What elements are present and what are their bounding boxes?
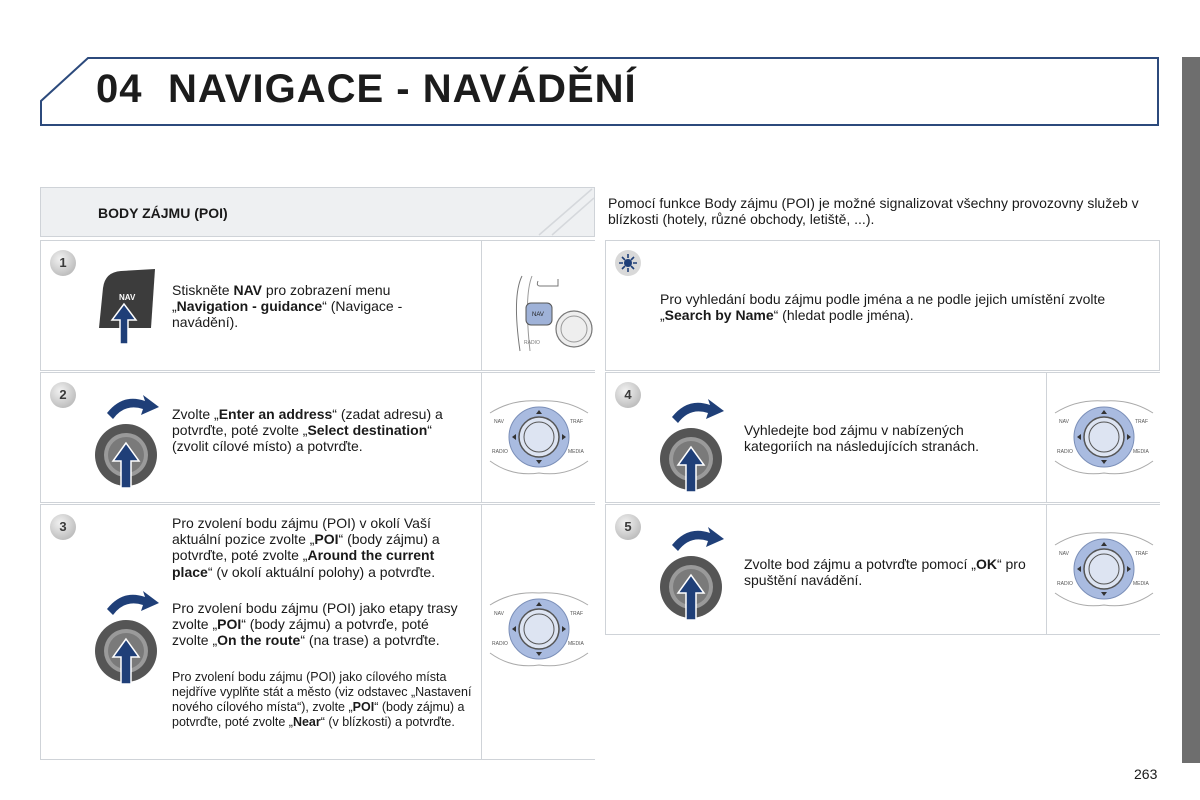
svg-text:NAV: NAV (494, 611, 504, 617)
svg-text:NAV: NAV (1059, 419, 1069, 425)
svg-text:RADIO: RADIO (492, 449, 508, 455)
chapter-title: NAVIGACE - NAVÁDĚNÍ (168, 67, 637, 111)
step-1 (40, 240, 595, 371)
intro-text: Pomocí funkce Body zájmu (POI) je možné signalizovat všechny provozovny služeb v blízkosti (hotely, různé obchody, letiště, ...). (608, 195, 1139, 227)
step-3 (40, 504, 595, 760)
svg-text:MEDIA: MEDIA (1133, 449, 1149, 455)
svg-text:RADIO: RADIO (1057, 581, 1073, 587)
nav-button-press-icon (91, 266, 161, 348)
section-header (40, 187, 595, 237)
console-diagram-cell (1046, 505, 1161, 634)
console-diagram-cell (1046, 373, 1161, 502)
intro-box (596, 187, 1160, 237)
svg-text:NAV: NAV (494, 419, 504, 425)
rotate-press-knob-icon (93, 389, 163, 491)
side-tab (1182, 57, 1200, 763)
step-4 (605, 372, 1160, 503)
step-number: 4 (615, 382, 641, 408)
step-3-text-route: Pro zvolení bodu zájmu (POI) jako etapy trasy zvolte „POI“ (body zájmu) a potvrďe, poté zvolte „On the route“ (na trase) a potvrďte. (172, 600, 458, 649)
step-number: 3 (50, 514, 76, 540)
step-2 (40, 372, 595, 503)
step-1-text: Stiskněte NAV pro zobrazení menu „Navigation - guidance“ (Navigace - navádění). (172, 282, 403, 331)
step-number: 5 (615, 514, 641, 540)
rotate-press-knob-icon (93, 585, 163, 687)
step-4-text: Vyhledejte bod zájmu v nabízených kategoriích na následujících stranách. (744, 422, 980, 455)
svg-text:NAV: NAV (532, 312, 544, 318)
console-diagram (482, 241, 596, 370)
tip-box (605, 240, 1160, 371)
console-diagram (1047, 505, 1161, 634)
svg-text:TRAF: TRAF (570, 419, 584, 425)
nav-label: NAV (119, 293, 136, 302)
page-number: 263 (1134, 766, 1158, 782)
console-diagram-cell (481, 505, 596, 759)
section-decoration (534, 188, 594, 236)
svg-text:MEDIA: MEDIA (1133, 581, 1149, 587)
svg-text:TRAF: TRAF (1135, 551, 1149, 557)
step-3-text-around: Pro zvolení bodu zájmu (POI) v okolí Vaší aktuální pozice zvolte „POI“ (body zájmu) a potvrďte, poté zvolte „Around the current place“ (v okolí aktuální polohy) a potvrďte. (172, 515, 440, 580)
step-number: 2 (50, 382, 76, 408)
svg-text:MEDIA: MEDIA (568, 449, 584, 455)
svg-text:TRAF: TRAF (1135, 419, 1149, 425)
svg-text:NAV: NAV (1059, 551, 1069, 557)
tip-text: Pro vyhledání bodu zájmu podle jména a ne podle jejich umístění zvolte „Search by Name“ (hledat podle jména). (660, 291, 1106, 324)
nav-console-diagram (481, 241, 596, 370)
step-2-text: Zvolte „Enter an address“ (zadat adresu) a potvrďte, poté zvolte „Select destination“ (zvolit cílové místo) a potvrďte. (172, 406, 443, 455)
step-5-text: Zvolte bod zájmu a potvrďte pomocí „OK“ pro spuštění navádění. (744, 556, 1026, 589)
svg-text:TRAF: TRAF (570, 611, 584, 617)
console-diagram (482, 373, 596, 502)
step-3-text-near: Pro zvolení bodu zájmu (POI) jako cílového místa nejdříve vyplňte stát a město (viz odstavec „Nastavení nového cílového místa“), zvolte „POI“ (body zájmu) a potvrďte, poté zvolte „Near“ (v blízkosti) a potvrďte. (172, 670, 472, 729)
svg-text:RADIO: RADIO (1057, 449, 1073, 455)
rotate-press-knob-icon (658, 521, 728, 623)
console-diagram-cell (481, 373, 596, 502)
console-diagram (482, 565, 596, 694)
section-title: BODY ZÁJMU (POI) (98, 205, 228, 221)
chapter-number: 04 (96, 67, 143, 111)
step-5 (605, 504, 1160, 635)
step-number: 1 (50, 250, 76, 276)
svg-text:MEDIA: MEDIA (568, 641, 584, 647)
svg-text:RADIO: RADIO (492, 641, 508, 647)
tip-icon (614, 249, 642, 277)
chapter-header (40, 57, 1160, 127)
rotate-press-knob-icon (658, 393, 728, 495)
svg-text:RADIO: RADIO (524, 340, 540, 346)
console-diagram (1047, 373, 1161, 502)
